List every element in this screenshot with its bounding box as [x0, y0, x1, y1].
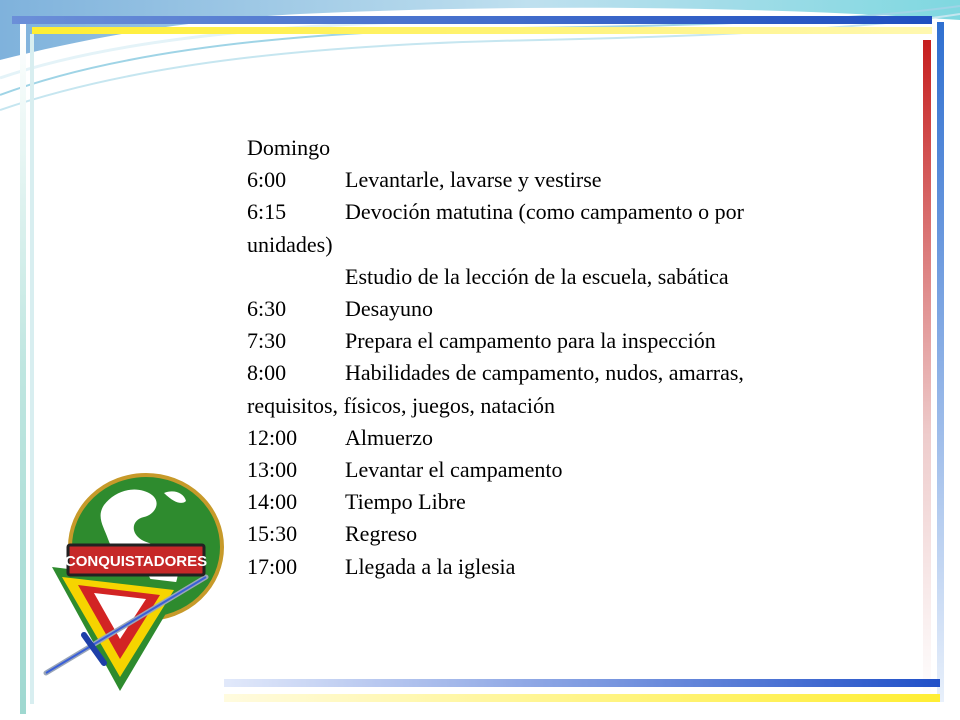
schedule-heading: Domingo [247, 135, 331, 160]
item-time: 17:00 [247, 553, 298, 579]
schedule-item [247, 293, 847, 325]
item-activity: Desayuno [345, 296, 433, 322]
item-time: 13:00 [247, 457, 298, 483]
item-time: 6:15 [247, 199, 287, 225]
item-activity: Levantarle, lavarse y vestirse [345, 167, 602, 193]
schedule-item [247, 196, 847, 228]
item-time: 8:00 [247, 360, 287, 386]
schedule-item [247, 357, 847, 389]
schedule-item [247, 164, 847, 196]
schedule-item [247, 486, 847, 518]
item-activity: Estudio de la lección de la escuela, sabática [345, 263, 729, 289]
item-activity: Almuerzo [345, 424, 433, 450]
item-activity-continued: unidades) [247, 231, 333, 257]
schedule-item [247, 518, 847, 550]
conquistadores-logo [34, 465, 224, 705]
schedule-item [247, 261, 847, 293]
item-activity: Llegada a la iglesia [345, 553, 516, 579]
item-time: 12:00 [247, 424, 298, 450]
item-activity: Levantar el campamento [345, 457, 563, 483]
logo-banner-text: CONQUISTADORES [64, 553, 208, 570]
schedule-item [247, 454, 847, 486]
item-activity: Devoción matutina (como campamento o por [345, 199, 744, 225]
item-activity-continued: requisitos, físicos, juegos, natación [247, 392, 555, 418]
item-time: 6:00 [247, 167, 287, 193]
item-time: 7:30 [247, 328, 287, 354]
schedule-item [247, 325, 847, 357]
schedule [247, 132, 847, 583]
item-activity: Tiempo Libre [345, 489, 466, 515]
item-time: 14:00 [247, 489, 298, 515]
item-activity: Prepara el campamento para la inspección [345, 328, 716, 354]
item-time: 15:30 [247, 521, 298, 547]
schedule-item [247, 551, 847, 583]
schedule-item [247, 422, 847, 454]
item-activity: Habilidades de campamento, nudos, amarras, [345, 360, 744, 386]
item-activity: Regreso [345, 521, 418, 547]
item-time: 6:30 [247, 296, 287, 322]
